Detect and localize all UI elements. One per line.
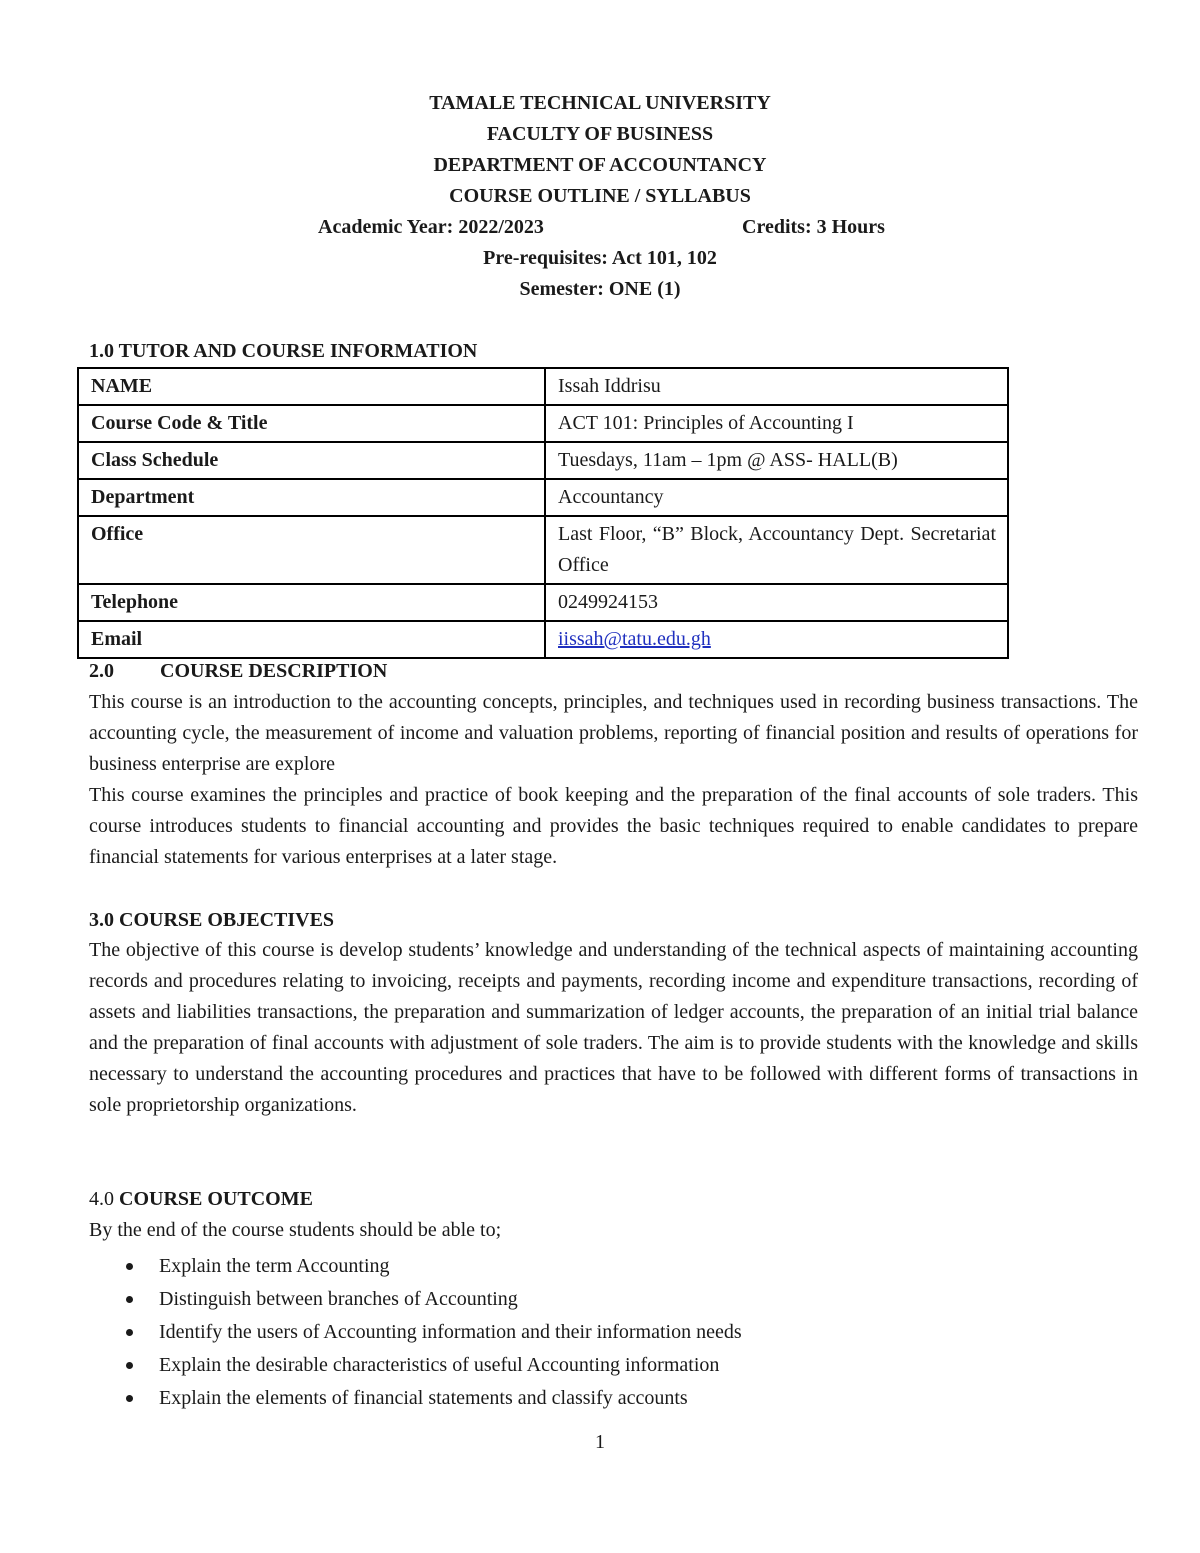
outcome-intro-text: By the end of the course students should be able to; xyxy=(89,1219,502,1241)
outcome-list xyxy=(89,1250,1089,1415)
bullet-icon xyxy=(126,1362,133,1369)
academic-year: Academic Year: 2022/2023 xyxy=(318,216,544,238)
list-item xyxy=(89,1316,1089,1349)
bullet-icon xyxy=(126,1296,133,1303)
row-value: Accountancy xyxy=(545,479,1008,516)
page-number: 1 xyxy=(595,1431,605,1453)
table-row xyxy=(78,368,1008,405)
list-item xyxy=(89,1283,1089,1316)
university-name: TAMALE TECHNICAL UNIVERSITY xyxy=(429,92,771,114)
department-name: DEPARTMENT OF ACCOUNTANCY xyxy=(433,154,767,176)
course-objectives xyxy=(89,935,1138,1121)
list-item xyxy=(89,1349,1089,1382)
description-paragraph-1: This course is an introduction to the accounting concepts, principles, and techniques used in recording business transactions. The accounting cycle, the measurement of income and valuation problems, reporting of financial position and results of operations for business enterprise are explore xyxy=(89,691,1138,775)
semester: Semester: ONE (1) xyxy=(519,278,681,300)
list-item-text: Explain the term Accounting xyxy=(159,1255,390,1277)
description-paragraph-2: This course examines the principles and practice of book keeping and the preparation of the final accounts of sole traders. This course introduces students to financial accounting and provides the basic techniques required to enable candidates to prepare financial statements for various enterprises at a later stage. xyxy=(89,784,1138,868)
row-value: 0249924153 xyxy=(545,584,1008,621)
bullet-icon xyxy=(126,1263,133,1270)
row-value: ACT 101: Principles of Accounting I xyxy=(545,405,1008,442)
table-row xyxy=(78,479,1008,516)
list-item-text: Distinguish between branches of Accounting xyxy=(159,1288,518,1310)
row-key: Class Schedule xyxy=(78,442,545,479)
row-key: Course Code & Title xyxy=(78,405,545,442)
faculty-name: FACULTY OF BUSINESS xyxy=(486,123,714,145)
table-row xyxy=(78,584,1008,621)
tutor-course-info-table xyxy=(77,367,1009,659)
bullet-icon xyxy=(126,1329,133,1336)
section-4-number: 4.0 xyxy=(89,1188,114,1210)
row-key: Telephone xyxy=(78,584,545,621)
row-value xyxy=(545,621,1008,658)
table-row xyxy=(78,516,1008,584)
row-key: Department xyxy=(78,479,545,516)
document-title: COURSE OUTLINE / SYLLABUS xyxy=(449,185,751,207)
section-2-title xyxy=(89,658,387,684)
list-item-text: Explain the desirable characteristics of useful Accounting information xyxy=(159,1354,720,1376)
row-value: Issah Iddrisu xyxy=(545,368,1008,405)
row-key: Email xyxy=(78,621,545,658)
table-row xyxy=(78,621,1008,658)
section-2-number: 2.0 xyxy=(89,660,114,682)
table-row xyxy=(78,442,1008,479)
course-description xyxy=(89,687,1138,873)
section-2-title-text: COURSE DESCRIPTION xyxy=(160,660,388,682)
objectives-paragraph: The objective of this course is develop students’ knowledge and understanding of the technical aspects of maintaining accounting records and procedures relating to invoicing, receipts and payments, recording income and expenditure transactions, recording of assets and liabilities transactions, the preparation and summarization of ledger accounts, the preparation of an initial trial balance and the preparation of final accounts with adjustment of sole traders. The aim is to provide students with the knowledge and skills necessary to understand the accounting procedures and practices that have to be followed with different forms of transactions in sole proprietorship organizations. xyxy=(89,939,1138,1116)
year-credits-row xyxy=(0,212,1200,243)
email-link[interactable]: iissah@tatu.edu.gh xyxy=(558,628,711,650)
row-key: Office xyxy=(78,516,545,584)
section-3-title: 3.0 COURSE OBJECTIVES xyxy=(89,909,335,931)
bullet-icon xyxy=(126,1395,133,1402)
credits: Credits: 3 Hours xyxy=(742,216,885,238)
section-1-title: 1.0 TUTOR AND COURSE INFORMATION xyxy=(89,340,478,362)
list-item xyxy=(89,1250,1089,1283)
row-key: NAME xyxy=(78,368,545,405)
prerequisites: Pre-requisites: Act 101, 102 xyxy=(483,247,717,269)
section-4-title xyxy=(89,1186,313,1212)
outcome-intro xyxy=(89,1215,1138,1246)
table-row xyxy=(78,405,1008,442)
section-4-title-text: COURSE OUTCOME xyxy=(119,1188,313,1210)
list-item-text: Explain the elements of financial statements and classify accounts xyxy=(159,1387,688,1409)
row-value: Last Floor, “B” Block, Accountancy Dept. Secretariat Office xyxy=(545,516,1008,584)
list-item-text: Identify the users of Accounting information and their information needs xyxy=(159,1321,742,1343)
document-header xyxy=(0,88,1200,305)
row-value: Tuesdays, 11am – 1pm @ ASS- HALL(B) xyxy=(545,442,1008,479)
list-item xyxy=(89,1382,1089,1415)
